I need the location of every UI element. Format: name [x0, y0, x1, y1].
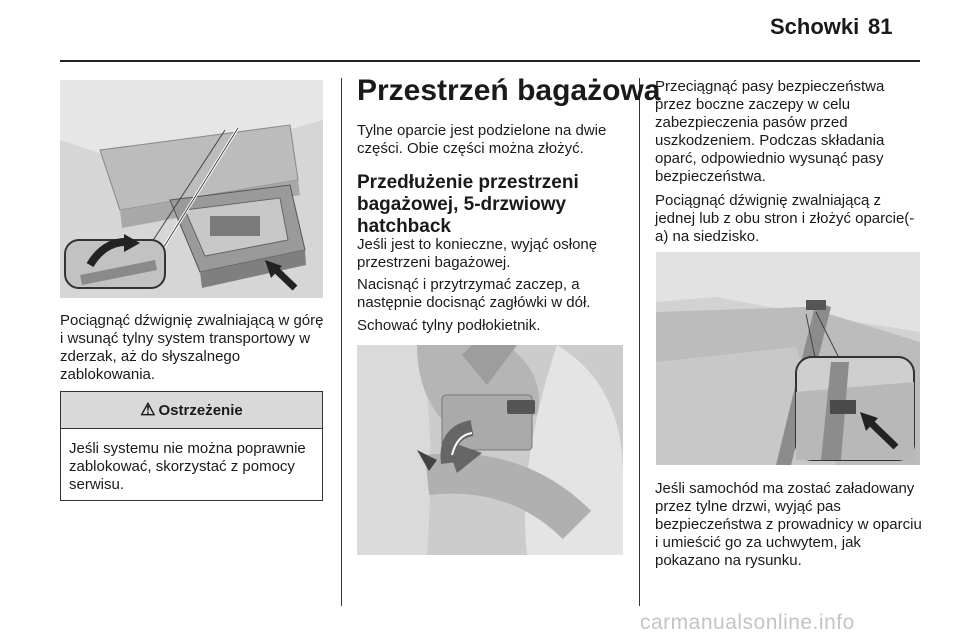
section-heading: Przestrzeń bagażowa [357, 74, 661, 107]
belt-guide-paragraph: Jeśli samochód ma zostać załadowany przez tylne drzwi, wyjąć pas bezpieczeństwa z prowadnicy w oparciu i umieścić go za uchwytem, jak pokazano na rysunku. [655, 480, 922, 569]
page-number: 81 [868, 14, 893, 39]
paragraph-cover: Jeśli jest to konieczne, wyjąć osłonę przestrzeni bagażowej. [357, 236, 598, 271]
warning-title: Ostrzeżenie [158, 401, 243, 419]
column-divider [341, 78, 342, 606]
headrest-illustration [357, 345, 623, 555]
header-divider [60, 60, 920, 62]
page-title: Schowki [770, 14, 860, 39]
column-divider [639, 78, 640, 606]
belt-paragraph: Przeciągnąć pasy bezpieczeństwa przez boczne zaczepy w celu zabezpieczenia pasów przed uszkodzeniem. Podczas składania oparć, odpowiednio wysunąć pasy bezpieczeństwa. [655, 78, 885, 185]
subsection-heading: Przedłużenie przestrzeni bagażowej, 5-drzwiowy hatchback [357, 172, 579, 237]
watermark: carmanualsonline.info [640, 611, 855, 634]
seatbelt-illustration [656, 252, 920, 465]
fold-paragraph: Pociągnąć dźwignię zwalniającą z jednej lub z obu stron i złożyć oparcie(-a) na siedzisko. [655, 192, 915, 245]
section-intro: Tylne oparcie jest podzielone na dwie części. Obie części można złożyć. [357, 122, 607, 157]
warning-triangle-icon: ⚠ [140, 400, 156, 419]
warning-box [60, 391, 323, 501]
paragraph-armrest: Schować tylny podłokietnik. [357, 317, 541, 334]
paragraph-headrest: Nacisnąć i przytrzymać zaczep, a następnie docisnąć zagłówki w dół. [357, 276, 591, 311]
rear-carrier-illustration [60, 80, 323, 298]
warning-text: Jeśli systemu nie można poprawnie zablokować, skorzystać z pomocy serwisu. [69, 440, 306, 493]
carrier-instruction: Pociągnąć dźwignię zwalniającą w górę i wsunąć tylny system transportowy w zderzak, aż do słyszalnego zablokowania. [60, 312, 324, 383]
warning-header [61, 392, 322, 429]
